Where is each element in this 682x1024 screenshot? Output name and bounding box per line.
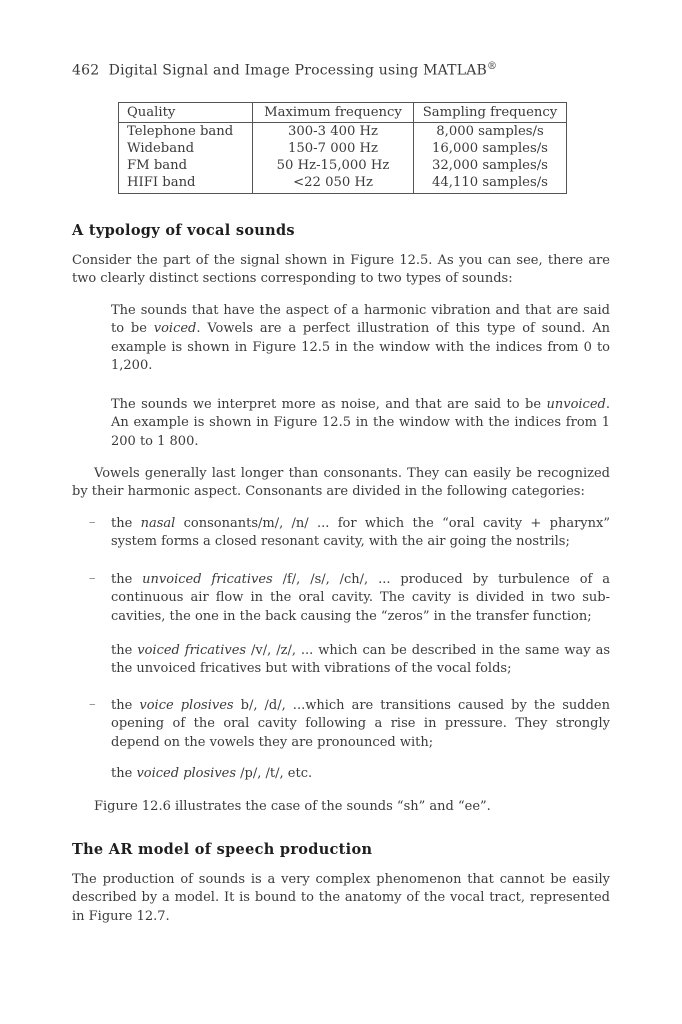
book-title: Digital Signal and Image Processing using MATLAB [108,62,487,79]
table-row [119,140,567,157]
table-row [119,174,567,194]
emphasis: unvoiced fricatives [142,572,273,587]
frequency-table [118,102,567,194]
text: . An example is shown in Figure 12.5 in the window with the indices from 1 200 to 1 800. [111,397,610,449]
column-header: Maximum frequency [253,103,414,123]
text: the [111,698,140,713]
emphasis: voiced fricatives [137,643,247,658]
table-cell: <22 050 Hz [253,174,414,194]
emphasis: unvoiced [546,397,606,412]
text: the [111,572,143,587]
text: b/, /d/, ...which are transitions caused by the sudden opening of the oral cavity following a rise in pressure. They strongly depend on the vowels they are pronounced with; [111,698,610,750]
table-cell: 50 Hz-15,000 Hz [253,157,414,174]
section-heading-typology: A typology of vocal sounds [72,222,295,239]
text: The sounds that have the aspect of a harmonic vibration and that are said to be [111,303,610,337]
list-item-unvoiced-fricatives [111,571,610,626]
list-dash: – [89,571,96,586]
emphasis: voiced [153,321,197,337]
table-header-row [119,103,567,123]
text: . Vowels are a perfect illustration of this type of sound. An example is shown in Figure 12.5 in the window with the indices from 0 to 1,200. [111,321,610,374]
running-header [72,61,497,79]
page-number: 462 [72,62,100,79]
column-header: Sampling frequency [414,103,567,123]
text: /p/, /t/, etc. [236,766,313,781]
table-row [119,123,567,141]
table-row [119,157,567,174]
emphasis: nasal [140,516,176,531]
registered-mark: ® [487,61,498,72]
list-item-voiced-plosives [111,765,610,783]
paragraph-intro: Consider the part of the signal shown in Figure 12.5. As you can see, there are two clearly distinct sections corresponding to two types of sounds: [72,253,610,287]
table-cell: 16,000 samples/s [414,140,567,157]
table-cell: Telephone band [119,123,253,141]
paragraph-ar-model: The production of sounds is a very complex phenomenon that cannot be easily described by a model. It is bound to the anatomy of the vocal tract, represented in Figure 12.7. [72,872,610,924]
text: the [111,643,138,658]
list-dash: – [89,697,96,712]
table-cell: 44,110 samples/s [414,174,567,194]
table-cell: 300-3 400 Hz [253,123,414,141]
text: /v/, /z/, ... which can be described in the same way as the unvoiced fricatives but with vibrations of the vocal folds; [111,643,611,677]
text: the [111,766,137,781]
emphasis: voice plosives [139,698,234,713]
table-cell: 8,000 samples/s [414,123,567,141]
table-cell: 150-7 000 Hz [253,140,414,157]
column-header: Quality [119,103,253,123]
text: consonants/m/, /n/ ... for which the “oral cavity + pharynx” system forms a closed resonant cavity, with the air going the nostrils; [111,516,610,550]
table-cell: HIFI band [119,174,253,194]
paragraph-vowels: Vowels generally last longer than consonants. They can easily be recognized by their harmonic aspect. Consonants are divided in the following categories: [72,466,610,500]
table-cell: 32,000 samples/s [414,157,567,174]
section-heading-ar-model: The AR model of speech production [72,841,373,858]
table-cell: FM band [119,157,253,174]
list-item-voiced-fricatives [111,642,610,679]
list-item-nasal [111,515,610,552]
text: the [111,516,141,531]
paragraph-unvoiced [111,396,610,451]
paragraph-figure-note: Figure 12.6 illustrates the case of the sounds “sh” and “ee”. [94,799,491,814]
emphasis: voiced plosives [136,766,237,781]
table-cell: Wideband [119,140,253,157]
list-item-voice-plosives [111,697,610,752]
text: The sounds we interpret more as noise, and that are said to be [111,397,547,412]
paragraph-voiced [111,302,610,376]
list-dash: – [89,515,96,530]
text: /f/, /s/, /ch/, ... produced by turbulence of a continuous air flow in the oral cavity. The cavity is divided in two sub-cavities, the one in the back causing the “zeros” in the transfer function; [111,572,610,624]
